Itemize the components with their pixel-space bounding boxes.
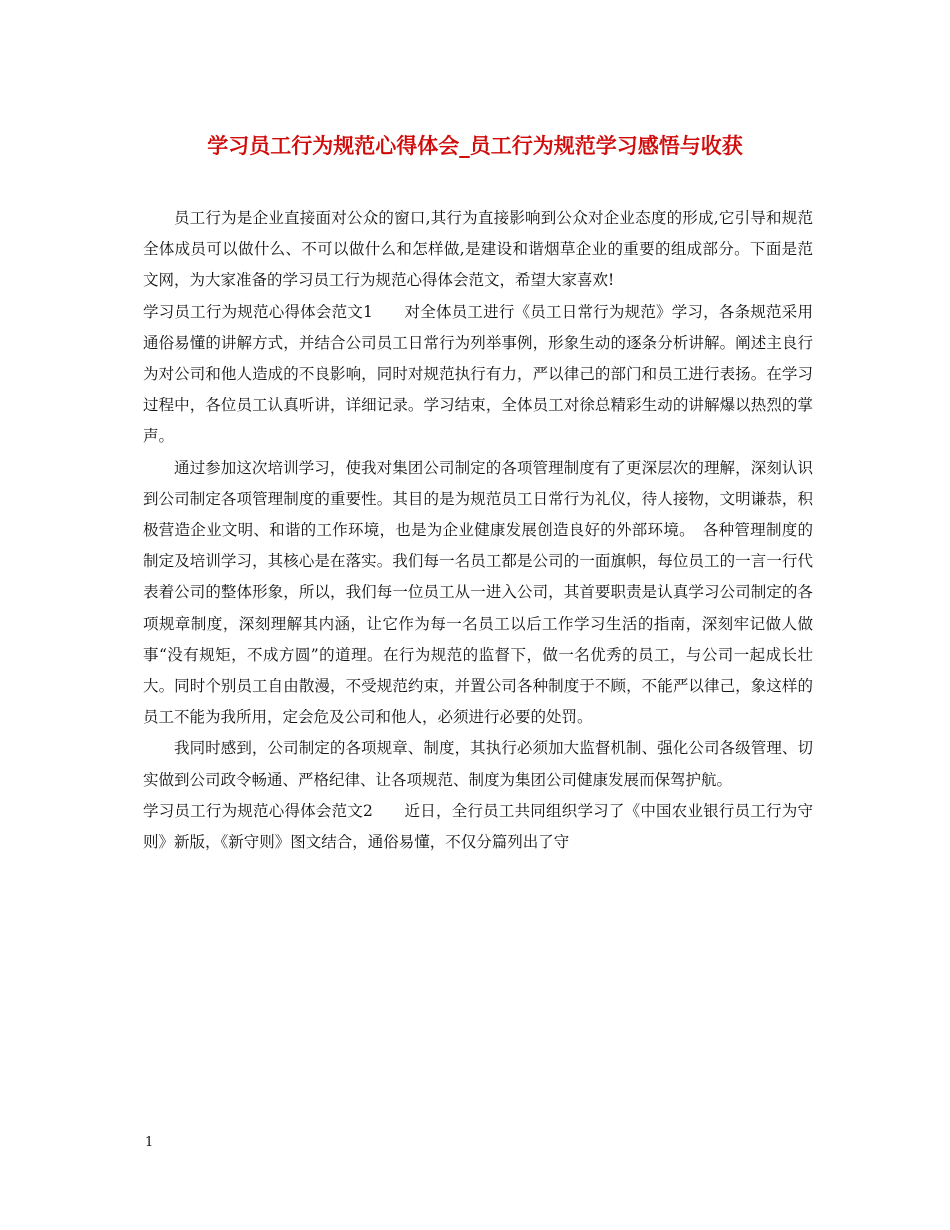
paragraph-intro: 员工行为是企业直接面对公众的窗口,其行为直接影响到公众对企业态度的形成,它引导和规范全体成员可以做什么、不可以做什么和怎样做,是建设和谐烟草企业的重要的组成部分。下面是范文网，为大家准备的学习员工行为规范心得体会范文，希望大家喜欢! — [143, 209, 813, 290]
paragraph-sample-2: 学习员工行为规范心得体会范文2 近日，全行员工共同组织学习了《中国农业银行员工行为守则》新版，《新守则》图文结合，通俗易懂，不仅分篇列出了守 — [143, 801, 813, 852]
paragraph-sample-1: 学习员工行为规范心得体会范文1 对全体员工进行《员工日常行为规范》学习，各条规范采用通俗易懂的讲解方式，并结合公司员工日常行为列举事例，形象生动的逐条分析讲解。阐述主良行为对公司和他人造成的不良影响，同时对规范执行有力，严以律己的部门和员工进行表扬。在学习过程中，各位员工认真听讲，详细记录。学习结束，全体员工对徐总精彩生动的讲解爆以热烈的掌声。 — [143, 302, 813, 446]
paragraph-training-reflection: 通过参加这次培训学习，使我对集团公司制定的各项管理制度有了更深层次的理解，深刻认识到公司制定各项管理制度的重要性。其目的是为规范员工日常行为礼仪，待人接物，文明谦恭，积极营造企业文明、和谐的工作环境，也是为企业健康发展创造良好的外部环境。 各种管理制度的制定及培训学习，其核心是在落实。我们每一名员工都是公司的一面旗帜，每位员工的一言一行代表着公司的整体形象，所以，我们每一位员工从一进入公司，其首要职责是认真学习公司制定的各项规章制度，深刻理解其内涵，让它作为每一名员工以后工作学习生活的指南，深刻牢记做人做事“没有规矩，不成方圆”的道理。在行为规范的监督下，做一名优秀的员工，与公司一起成长壮大。同时个别员工自由散漫，不受规范约束，并置公司各种制度于不顾，不能严以律己，象这样的员工不能为我所用，定会危及公司和他人，必须进行必要的处罚。 — [143, 458, 813, 727]
document-body — [143, 203, 813, 858]
page-number: 1 — [145, 1135, 154, 1150]
paragraph-supervision: 我同时感到，公司制定的各项规章、制度，其执行必须加大监督机制、强化公司各级管理、切实做到公司政令畅通、严格纪律、让各项规范、制度为集团公司健康发展而保驾护航。 — [143, 739, 813, 789]
document-title: 学习员工行为规范心得体会_员工行为规范学习感悟与收获 — [207, 134, 743, 158]
